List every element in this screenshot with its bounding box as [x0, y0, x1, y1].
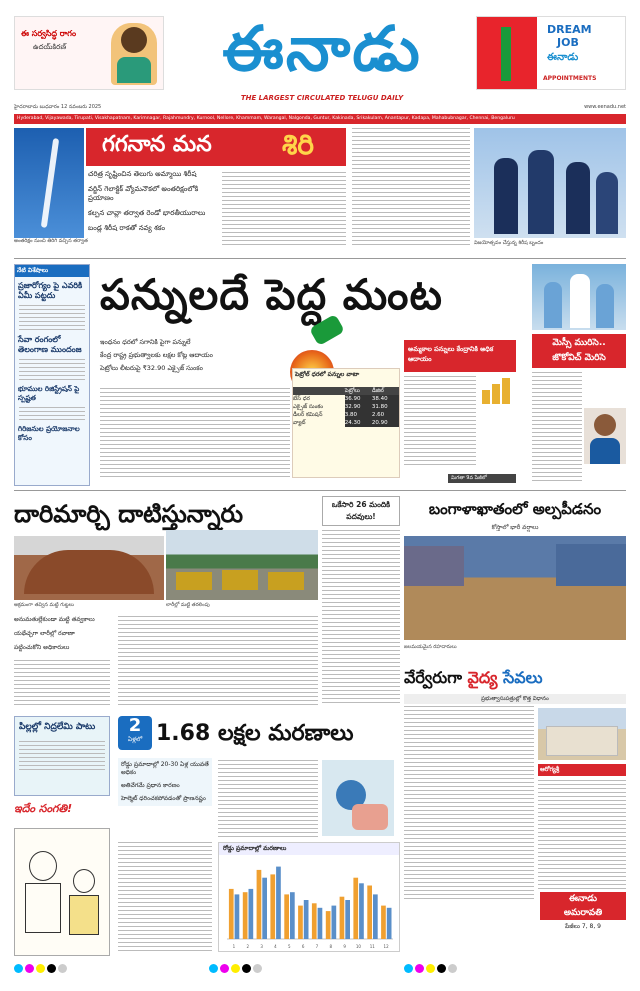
story5-body-2	[538, 780, 626, 890]
sports-player-photo	[584, 408, 626, 464]
story5-headline-b: వైద్య	[467, 668, 498, 687]
tick-label: 2	[246, 944, 250, 949]
story3-caption-left: అక్రమంగా తవ్విన మట్టి గుట్టలు	[14, 602, 74, 608]
tick-label: 4	[274, 944, 277, 949]
bar	[304, 900, 309, 939]
story1-body-2	[352, 128, 470, 246]
badge-text: ఏళ్లలో	[127, 736, 143, 743]
sidebar2-note: ఇదేం సంగతి!	[14, 802, 73, 815]
table-row: డీలర్ కమిషన్ 3.80 2.60	[293, 411, 399, 419]
story3-bullet: అనుమతుల్లేకుండా మట్టి తవ్వకాలు	[14, 616, 95, 623]
right-ad-line3: ఈనాడు	[547, 52, 579, 63]
story1-bullets	[88, 170, 214, 233]
story3-headline: దారిమార్చి దాటిస్తున్నారు	[14, 500, 244, 528]
tick-label: 7	[315, 944, 319, 949]
right-ad-line1: DREAM	[547, 23, 592, 36]
bar	[229, 889, 234, 939]
story1-headline	[86, 128, 346, 166]
deaths-bar-chart	[219, 855, 399, 951]
story5-tag: ఆరోగ్యశ్రీ	[538, 764, 626, 776]
story1-bullet: బండ్ల శిరీష రాకతో నవ్య శకం	[88, 224, 166, 232]
box-mid-body	[322, 530, 400, 706]
bar	[345, 900, 350, 939]
bar	[270, 874, 275, 939]
left-ad[interactable]	[14, 16, 164, 90]
story1-headline-a: గగనాన మన	[102, 132, 212, 157]
bar	[262, 878, 267, 939]
story6-body	[218, 760, 318, 840]
story6-bullet: హెల్మెట్ ధరించకపోవడంతో ప్రాణనష్టం	[121, 795, 206, 802]
story3-photo-right	[166, 530, 318, 600]
bar	[359, 883, 364, 939]
left-ad-line1: ఈ సర్వసిద్ధ రాగం	[21, 29, 77, 38]
story3-caption-right: లారీల్లో మట్టి తరలింపు	[166, 602, 210, 608]
right-ad-line4: APPOINTMENTS	[543, 75, 597, 82]
table-header: పెట్రోలు	[344, 388, 360, 394]
sidebar1-item[interactable]: సేవా రంగంలో తెలంగాణ ముందంజ	[18, 335, 82, 354]
tick-label: 9	[343, 944, 346, 949]
sports-headline	[532, 334, 626, 368]
bar	[312, 903, 317, 939]
bar	[326, 911, 331, 939]
story5-subhead: ప్రభుత్వాసుపత్రుల్లో కొత్త విధానం	[404, 694, 626, 704]
table-header: డీజిల్	[371, 388, 384, 394]
cities-bar	[14, 114, 626, 124]
bar	[367, 886, 372, 940]
bar	[235, 894, 240, 939]
bar	[318, 908, 323, 939]
sidebar2	[14, 716, 110, 796]
right-ad[interactable]	[476, 16, 626, 90]
story1-caption: అంతరిక్షం నుంచి తిరిగి వచ్చిన తర్వాత	[14, 238, 88, 244]
box-mid-text: ఒకేసారి 26 మందికి పదవులు!	[331, 500, 391, 521]
story2-more[interactable]: మిగతా 9వ పేజీలో	[448, 474, 516, 483]
bar	[276, 867, 281, 939]
table-row: వ్యాట్ 24.30 20.90	[293, 419, 399, 427]
story1-photo-right	[474, 128, 626, 238]
chart-title: రోడ్డు ప్రమాదాల్లో మరణాలు	[219, 843, 399, 855]
table-header	[293, 387, 345, 395]
story2-body	[100, 388, 290, 478]
story5-body	[404, 706, 534, 900]
logo-text: ఈనాడు	[222, 12, 422, 85]
story4-subhead: కోస్తాలో భారీ వర్షాలు	[491, 524, 539, 531]
sidebar1	[14, 264, 90, 486]
tick-label: 1	[232, 944, 236, 949]
sports-photo	[532, 264, 626, 330]
bar	[290, 892, 295, 939]
bar	[381, 906, 386, 939]
tagline: THE LARGEST CIRCULATED TELUGU DAILY	[240, 94, 404, 102]
table-row: ఎక్సైజ్ సుంకం 32.90 31.80	[293, 403, 399, 411]
story5-photo	[538, 708, 626, 760]
tick-label: 8	[329, 944, 333, 949]
story2-body-2	[404, 376, 476, 466]
story2-headline: పన్నులదే పెద్ద మంట	[100, 270, 443, 319]
tick-label: 3	[260, 944, 263, 949]
bar	[340, 897, 345, 939]
story1-photo	[14, 128, 84, 238]
edition-web: www.eenadu.net	[584, 104, 626, 110]
tick-label: 10	[355, 944, 361, 949]
cities-text: Hyderabad, Vijayawada, Tirupati, Visakhapatnam, Karimnagar, Rajahmundry, Kurnool, Nellore, Khammam, Warangal, Nalgonda, Guntur, Kakinada, Srikakulam, Anantapur, Kadapa, Mahabubnagar, Chennai, Bengaluru	[17, 116, 515, 121]
promo-line3: పేజీలు 7, 8, 9	[565, 923, 601, 930]
masthead-logo[interactable]	[178, 8, 466, 94]
story1-photo-caption: విజయోత్సవం చేస్తున్న శిరీష బృందం	[474, 240, 544, 246]
story5-headline-c: సేవలు	[503, 668, 543, 687]
story5-headline	[404, 664, 626, 692]
badge-num: 2	[128, 715, 142, 736]
story6-bullet: అతివేగమే ప్రధాన కారణం	[121, 782, 180, 789]
tax-table	[293, 387, 399, 427]
table-row: బేస్ ధర 36.90 38.40	[293, 395, 399, 403]
story2-table	[292, 368, 400, 478]
sports-headline-a: మెస్సీ మురిసె..	[552, 338, 606, 348]
story4-caption: జలమయమైన రహదారులు	[404, 644, 457, 650]
story2-bullet: కేంద్ర రాష్ట్ర ప్రభుత్వాలకు లక్షల కోట్ల ఆదాయం	[100, 351, 213, 359]
color-strip	[14, 964, 626, 976]
story6-body-2	[118, 842, 212, 952]
divider	[14, 258, 626, 259]
sidebar2-title: పిల్లల్లో నిద్రలేమి పాటు	[19, 722, 96, 732]
tick-label: 11	[369, 944, 375, 949]
story4-headline: బంగాళాఖాతంలో అల్పపీడనం	[428, 500, 602, 518]
story3-bullets	[14, 616, 110, 652]
story3-bullet: పట్టించుకోని అధికారులు	[14, 644, 70, 651]
sports-body	[532, 372, 582, 482]
story6-photo	[322, 760, 394, 836]
side-box-text: అమ్మకాల పన్నులు కేంద్రానికి అధిక ఆదాయం	[408, 345, 494, 363]
edition-date: హైదరాబాదు బుధవారం 12 నవంబరు 2025	[14, 104, 102, 110]
story2-bullets	[100, 338, 290, 373]
bar	[387, 908, 392, 939]
bar	[249, 889, 254, 939]
story2-bullet: పెట్రోలు లీటరుపై ₹32.90 ఎక్సైజ్ సుంకం	[100, 364, 203, 372]
box-mid	[322, 496, 400, 526]
bar	[373, 894, 378, 939]
story3-photo-left	[14, 536, 164, 600]
bar	[243, 892, 248, 939]
bar	[257, 870, 262, 939]
sidebar1-title: నేటి విశేషాలు	[15, 265, 89, 277]
story6-bullets	[118, 758, 212, 806]
bar	[353, 878, 358, 939]
bar	[284, 894, 289, 939]
bar	[332, 906, 337, 939]
story1-bullet: చరిత్ర సృష్టించిన తెలుగు అమ్మాయి శిరీష	[88, 170, 197, 178]
sidebar1-item[interactable]: ప్రజారోగ్యం పై ఎవరికి ఏమీ పట్టదు	[18, 281, 83, 300]
divider	[14, 490, 626, 491]
promo[interactable]	[540, 892, 626, 946]
promo-line2: అమరావతి	[563, 908, 603, 918]
story5-headline-a: వేర్వేరుగా	[404, 668, 462, 687]
story1-bullet: కల్పన చావ్లా తర్వాత రెండో భారతీయురాలు	[88, 209, 206, 217]
story3-body	[14, 660, 110, 706]
ad-red-block	[477, 17, 537, 89]
story2-side-box	[404, 340, 516, 372]
sidebar1-item[interactable]: గిరిజనుల ప్రయోజనాల కోసం	[18, 425, 80, 442]
story6-badge	[118, 716, 152, 750]
sidebar1-item[interactable]: భూముల రిజిస్ట్రేషన్ పై స్పష్టత	[18, 385, 80, 402]
right-ad-line2: JOB	[557, 36, 579, 49]
tick-label: 12	[383, 944, 389, 949]
ad-portrait	[111, 23, 157, 85]
story1-headline-b: శిరి	[282, 128, 315, 161]
tick-label: 5	[288, 944, 291, 949]
story1-body	[222, 172, 346, 246]
left-ad-line2: ఉదయ్‌కిరణ్	[33, 43, 67, 51]
story4-photo	[404, 536, 626, 640]
tick-label: 6	[301, 944, 305, 949]
cartoon	[14, 828, 110, 956]
story2-table-title: పెట్రోల్ ధరలో పన్నుల వాటా	[295, 371, 360, 378]
story1-bullet: వర్జిన్ గెలాక్టిక్ వ్యోమనౌకలో అంతరిక్షంలోకి ప్రయాణం	[88, 185, 199, 202]
bar	[298, 906, 303, 939]
story3-bullet: యథేచ్ఛగా లారీల్లో రవాణా	[14, 630, 75, 637]
story6-headline: 1.68 లక్షల మరణాలు	[156, 721, 354, 746]
sports-headline-b: జొకోవిచ్ మెరిసె	[552, 353, 606, 363]
chart-panel	[218, 842, 400, 952]
edition-line	[14, 104, 626, 112]
promo-line1: ఈనాడు	[568, 894, 598, 904]
story2-bullet: ఇంధనం ధరలో సగానికి పైగా పన్నులే	[100, 338, 191, 346]
story6-bullet: రోడ్డు ప్రమాదాల్లో 20-30 ఏళ్ల యువతే అధికం	[121, 761, 209, 776]
coin-icon	[478, 376, 512, 404]
story3-body-2	[118, 616, 318, 706]
